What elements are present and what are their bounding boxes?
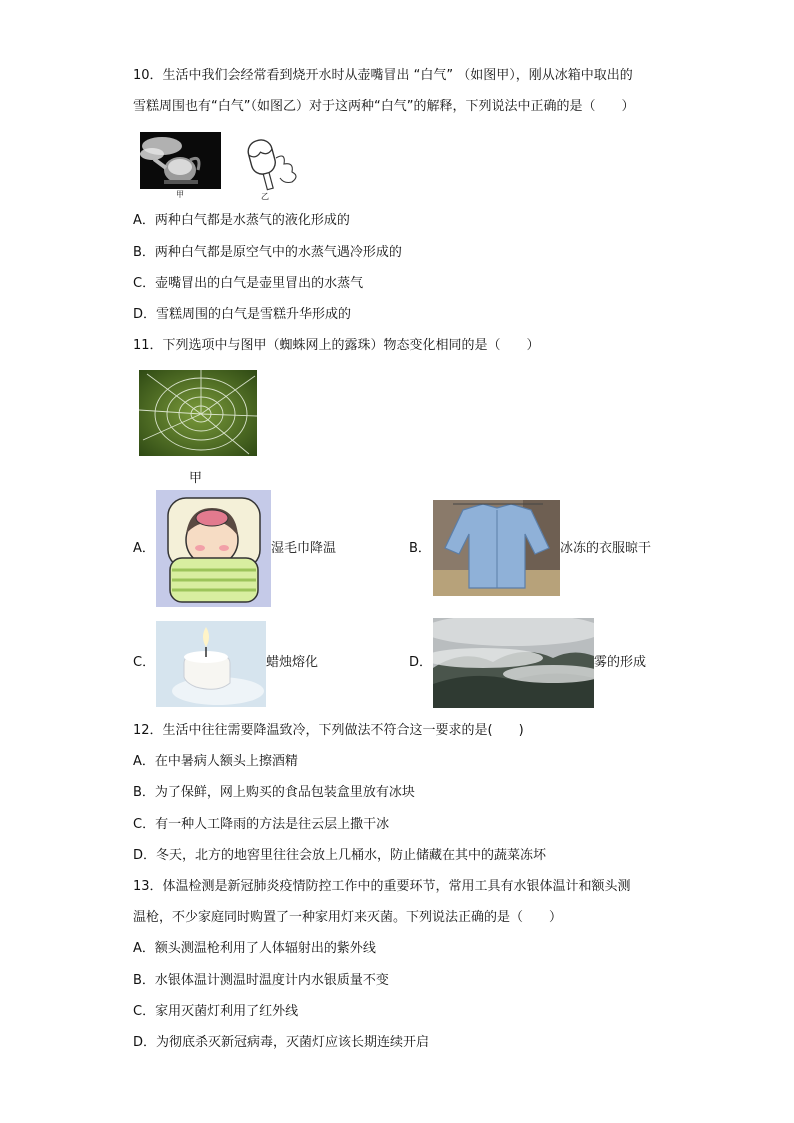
popsicle-caption: 乙 — [261, 192, 269, 201]
sick-child-image — [156, 490, 271, 607]
frozen-shirt-image — [433, 500, 560, 596]
q13-stem-line1: 13．体温检测是新冠肺炎疫情防控工作中的重要环节，常用工具有水银体温计和额头测 — [133, 879, 631, 894]
q11-option-c-text: 蜡烛熔化 — [266, 655, 319, 670]
kettle-caption: 甲 — [176, 190, 184, 199]
q10-option-c: C．壶嘴冒出的白气是壶里冒出的水蒸气 — [133, 276, 364, 291]
popsicle-fog-image — [240, 132, 304, 196]
fog-mountain-image — [433, 618, 594, 708]
q12-option-b: B．为了保鲜，网上购买的食品包装盒里放有冰块 — [133, 785, 415, 800]
q11-option-d-letter: D． — [409, 655, 433, 670]
q11-stem: 11．下列选项中与图甲（蜘蛛网上的露珠）物态变化相同的是（ ） — [133, 338, 540, 353]
q10-option-b: B．两种白气都是原空气中的水蒸气遇冷形成的 — [133, 245, 402, 260]
q13-option-b: B．水银体温计测温时温度计内水银质量不变 — [133, 973, 389, 988]
q10-option-d: D．雪糕周围的白气是雪糕升华形成的 — [133, 307, 352, 322]
q10-stem-line1: 10．生活中我们会经常看到烧开水时从壶嘴冒出 “白气” （如图甲），刚从冰箱中取出的 — [133, 68, 633, 83]
spiderweb-caption: 甲 — [189, 471, 203, 486]
melting-candle-image — [156, 621, 266, 707]
q13-option-d: D．为彻底杀灭新冠病毒，灭菌灯应该长期连续开启 — [133, 1035, 430, 1050]
q11-option-c-letter: C． — [133, 655, 156, 670]
q11-option-b-letter: B． — [409, 541, 431, 556]
q10-option-a: A．两种白气都是水蒸气的液化形成的 — [133, 213, 350, 228]
spiderweb-dew-image — [139, 370, 257, 456]
q13-option-c: C．家用灭菌灯利用了红外线 — [133, 1004, 299, 1019]
q11-option-a-letter: A． — [133, 541, 155, 556]
q11-option-b-text: 冰冻的衣服晾干 — [560, 541, 652, 556]
q13-stem-line2: 温枪，不少家庭同时购置了一种家用灯来灭菌。下列说法正确的是（ ） — [133, 910, 563, 925]
kettle-steam-image — [140, 132, 221, 189]
q12-option-c: C．有一种人工降雨的方法是往云层上撒干冰 — [133, 817, 390, 832]
q13-option-a: A．额头测温枪利用了人体辐射出的紫外线 — [133, 941, 376, 956]
q11-option-d-text: 雾的形成 — [594, 655, 647, 670]
q12-option-a: A．在中暑病人额头上擦酒精 — [133, 754, 298, 769]
q11-option-a-text: 湿毛巾降温 — [271, 541, 337, 556]
q10-stem-line2: 雪糕周围也有“白气”（如图乙）对于这两种“白气”的解释，下列说法中正确的是（ ） — [133, 99, 635, 114]
q12-option-d: D．冬天，北方的地窖里往往会放上几桶水，防止储藏在其中的蔬菜冻坏 — [133, 848, 547, 863]
q12-stem: 12．生活中往往需要降温致冷，下列做法不符合这一要求的是( ) — [133, 723, 524, 738]
